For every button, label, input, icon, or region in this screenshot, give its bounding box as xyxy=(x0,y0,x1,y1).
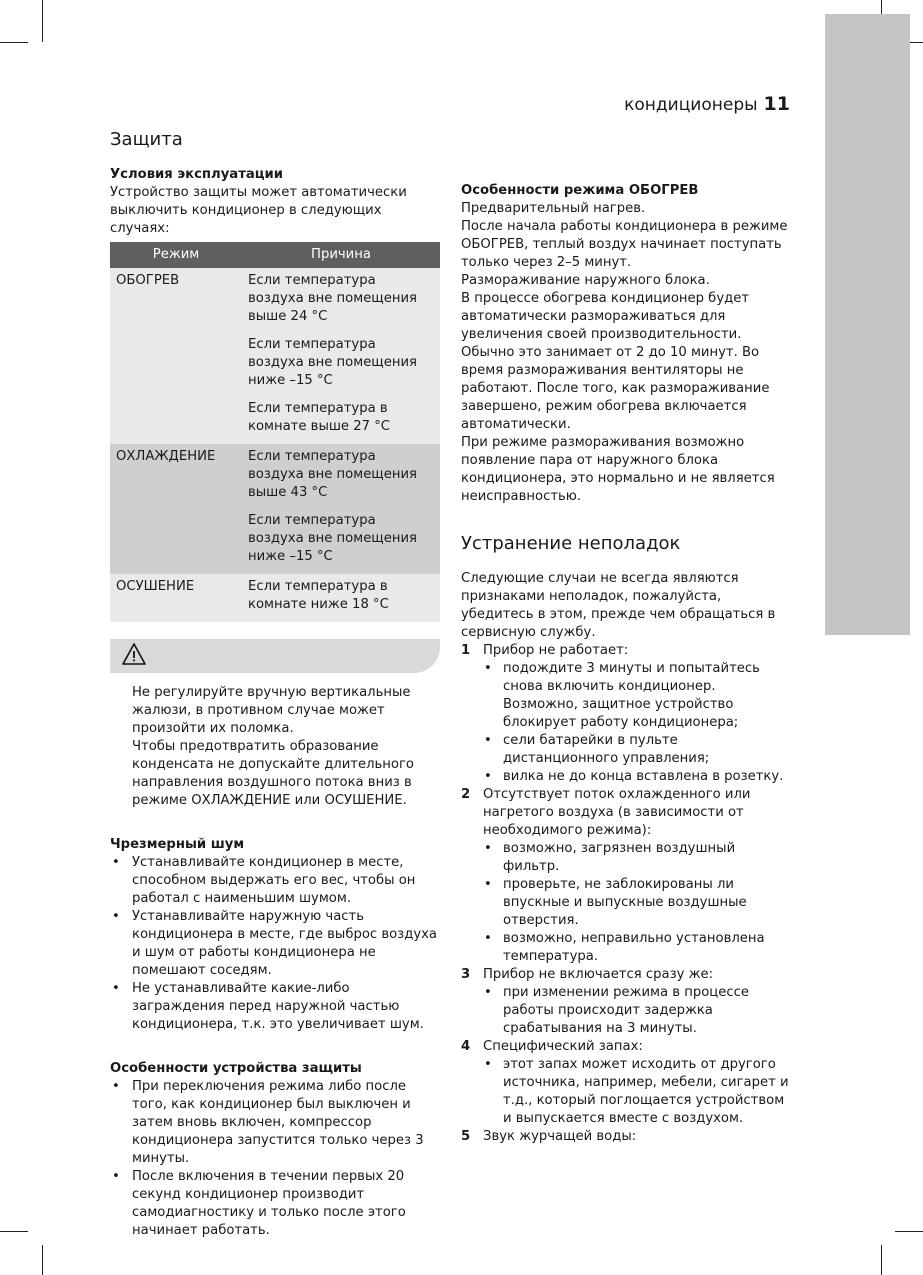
sub-list xyxy=(483,660,791,786)
list-item xyxy=(461,786,791,966)
troubleshooting-title: Устранение неполадок xyxy=(461,533,681,554)
heating-paragraph: После начала работы кондиционера в режиме ОБОГРЕВ, теплый воздух начинает поступать только через 2–5 минут. xyxy=(461,219,788,270)
sub-list xyxy=(483,984,791,1038)
list-item xyxy=(461,642,791,786)
page-number: 11 xyxy=(763,93,790,115)
item-number: 2 xyxy=(461,787,471,802)
list-item xyxy=(461,966,791,1038)
column-header-mode: Режим xyxy=(110,242,242,268)
crop-mark xyxy=(895,1231,923,1232)
left-column xyxy=(110,128,440,1240)
crop-mark xyxy=(881,1245,882,1275)
table-row xyxy=(110,574,440,622)
section-name: кондиционеры xyxy=(624,95,758,115)
warning-line: Не регулируйте вручную вертикальные жалюзи, в противном случае может произойти их поломка. xyxy=(132,685,411,736)
item-text: Звук журчащей воды: xyxy=(483,1129,637,1144)
troubleshooting-list xyxy=(461,642,791,1146)
protection-title: Защита xyxy=(110,129,183,150)
item-number: 1 xyxy=(461,643,471,658)
sub-item: • сели батарейки в пульте дистанционного управления; xyxy=(483,732,791,768)
reason-text: Если температура в комнате ниже 18 °C xyxy=(248,579,389,612)
list-item: • Не устанавливайте какие-либо заграждения перед наружной частью кондиционера, т.к. это увеличивает шум. xyxy=(110,980,440,1034)
side-tab-marker xyxy=(825,14,910,635)
reason-text: Если температура воздуха вне помещения ниже –15 °C xyxy=(248,337,417,388)
list-item: • При переключения режима либо после того, как кондиционер был выключен и затем вновь включен, компрессор кондиционера запустится только через 3 минуты. xyxy=(110,1078,440,1168)
sub-item: • проверьте, не заблокированы ли впускные и выпускные воздушные отверстия. xyxy=(483,876,791,930)
reason-cell xyxy=(242,268,440,444)
right-column xyxy=(461,130,791,1146)
list-item: • Устанавливайте кондиционер в месте, способном выдержать его вес, чтобы он работал с наименьшим шумом. xyxy=(110,854,440,908)
warning-banner xyxy=(110,639,440,673)
sub-item: • подождите 3 минуты и попытайтесь снова включить кондиционер. Возможно, защитное устройство блокирует работу кондиционера; xyxy=(483,660,791,732)
mode-cell: ОХЛАЖДЕНИЕ xyxy=(110,444,242,574)
crop-mark xyxy=(0,1231,28,1232)
list-item xyxy=(461,1038,791,1128)
heating-paragraph: Размораживание наружного блока. xyxy=(461,273,710,288)
reason-text: Если температура в комнате выше 27 °C xyxy=(248,401,391,434)
protection-features-heading: Особенности устройства защиты xyxy=(110,1061,362,1076)
item-number: 3 xyxy=(461,967,471,982)
item-text: Прибор не работает: xyxy=(483,643,629,658)
sub-list xyxy=(483,840,791,966)
mode-cell: ОБОГРЕВ xyxy=(110,268,242,444)
protection-features-list xyxy=(110,1078,440,1240)
table-row xyxy=(110,444,440,574)
crop-mark xyxy=(0,42,28,43)
mode-cell: ОСУШЕНИЕ xyxy=(110,574,242,622)
item-text: Прибор не включается сразу же: xyxy=(483,967,714,982)
heating-heading: Особенности режима ОБОГРЕВ xyxy=(461,183,699,198)
item-number: 5 xyxy=(461,1129,471,1144)
protection-table xyxy=(110,242,440,622)
warning-triangle-icon xyxy=(122,642,146,666)
running-header xyxy=(624,95,790,114)
list-item: • Устанавливайте наружную часть кондиционера в месте, где выброс воздуха и шум от работы кондиционера не помешают соседям. xyxy=(110,908,440,980)
noise-heading: Чрезмерный шум xyxy=(110,837,245,852)
heating-paragraph: При режиме размораживания возможно появление пара от наружного блока кондиционера, это нормально и не является неисправностью. xyxy=(461,435,775,504)
reason-cell xyxy=(242,574,440,622)
sub-item: • возможно, неправильно установлена температура. xyxy=(483,930,791,966)
heating-paragraph: В процессе обогрева кондиционер будет автоматически размораживаться для увеличения своей производительности. Обычно это занимает от 2 до 10 минут. Во время размораживания вентиляторы не работают. После того, как размораживание завершено, режим обогрева включается автоматически. xyxy=(461,291,770,432)
item-number: 4 xyxy=(461,1039,471,1054)
conditions-heading: Условия эксплуатации xyxy=(110,167,283,182)
noise-list xyxy=(110,854,440,1034)
sub-list xyxy=(483,1056,791,1128)
reason-text: Если температура воздуха вне помещения выше 24 °C xyxy=(248,273,417,324)
list-item: • После включения в течении первых 20 секунд кондиционер производит самодиагностику и только после этого начинает работать. xyxy=(110,1168,440,1240)
item-text: Отсутствует поток охлажденного или нагретого воздуха (в зависимости от необходимого режима): xyxy=(483,787,751,838)
conditions-text: Устройство защиты может автоматически выключить кондиционер в следующих случаях: xyxy=(110,185,407,236)
sub-item: • этот запах может исходить от другого источника, например, мебели, сигарет и т.д., который поглощается устройством и выпускается вместе с воздухом. xyxy=(483,1056,791,1128)
crop-mark xyxy=(42,1245,43,1275)
troubleshooting-intro: Следующие случаи не всегда являются признаками неполадок, пожалуйста, убедитесь в этом, прежде чем обращаться в сервисную службу. xyxy=(461,571,776,640)
sub-item: • возможно, загрязнен воздушный фильтр. xyxy=(483,840,791,876)
warning-text xyxy=(132,684,440,810)
sub-item: • при изменении режима в процессе работы происходит задержка срабатывания на 3 минуты. xyxy=(483,984,791,1038)
warning-line: Чтобы предотвратить образование конденсата не допускайте длительного направления воздушного потока вниз в режиме ОХЛАЖДЕНИЕ или ОСУШЕНИЕ. xyxy=(132,739,414,808)
table-header-row xyxy=(110,242,440,268)
list-item xyxy=(461,1128,791,1146)
table-row xyxy=(110,268,440,444)
heating-paragraph: Предварительный нагрев. xyxy=(461,201,646,216)
crop-mark xyxy=(42,0,43,42)
reason-text: Если температура воздуха вне помещения ниже –15 °C xyxy=(248,513,417,564)
reason-text: Если температура воздуха вне помещения выше 43 °C xyxy=(248,449,417,500)
item-text: Специфический запах: xyxy=(483,1039,643,1054)
sub-item: • вилка не до конца вставлена в розетку. xyxy=(483,768,791,786)
reason-cell xyxy=(242,444,440,574)
column-header-reason: Причина xyxy=(242,242,440,268)
